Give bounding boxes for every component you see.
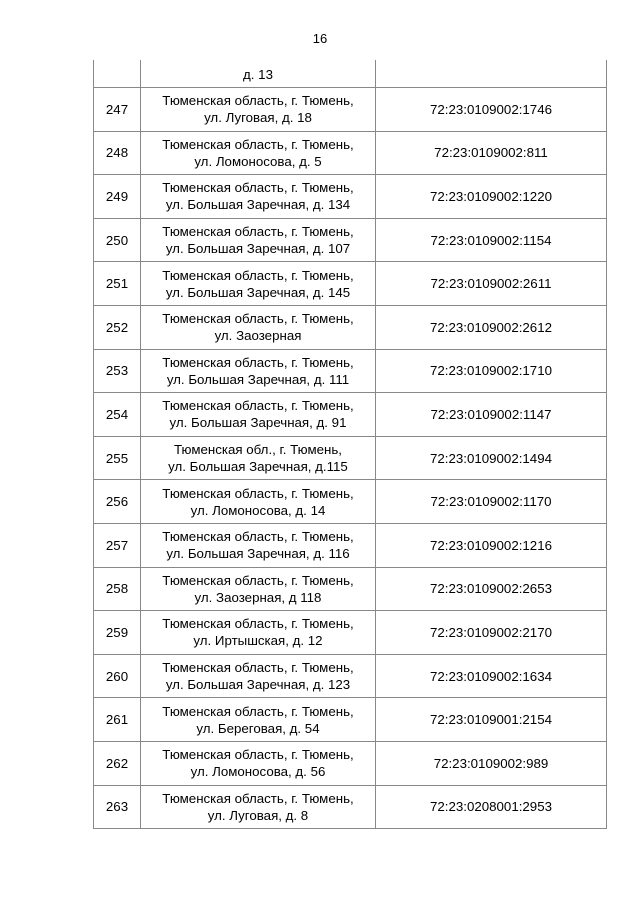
cadastral-number-cell: 72:23:0109002:1634 — [376, 654, 607, 698]
row-number-cell: 251 — [94, 262, 141, 306]
address-cell — [141, 60, 376, 88]
address-line-1: Тюменская область, г. Тюмень, — [162, 485, 354, 501]
cadastral-number-cell — [376, 60, 607, 88]
address-line-2: ул. Большая Заречная, д.115 — [168, 459, 348, 475]
cadastral-number-cell: 72:23:0109002:1170 — [376, 480, 607, 524]
registry-table — [93, 60, 607, 829]
address-line-2: ул. Большая Заречная, д. 123 — [165, 677, 351, 693]
page-number: 16 — [312, 31, 328, 46]
address-line-2: ул. Иртышская, д. 12 — [193, 633, 323, 649]
address-line-2: ул. Заозерная — [214, 328, 302, 344]
cadastral-number-cell: 72:23:0109002:2611 — [376, 262, 607, 306]
row-number-cell — [94, 60, 141, 88]
address-line-2: ул. Большая Заречная, д. 91 — [169, 415, 347, 431]
row-number-cell: 257 — [94, 523, 141, 567]
address-line-2: ул. Ломоносова, д. 56 — [190, 764, 326, 780]
address-line-1: Тюменская область, г. Тюмень, — [162, 660, 354, 676]
cadastral-number-cell: 72:23:0208001:2953 — [376, 785, 607, 829]
address-line-1: Тюменская область, г. Тюмень, — [162, 180, 354, 196]
address-line-2: ул. Большая Заречная, д. 134 — [165, 197, 351, 213]
cadastral-number-cell: 72:23:0109002:1710 — [376, 349, 607, 393]
table-row — [94, 218, 607, 262]
table-row — [94, 349, 607, 393]
address-cell — [141, 262, 376, 306]
address-line-1: Тюменская область, г. Тюмень, — [162, 572, 354, 588]
address-cell — [141, 698, 376, 742]
address-line-2: ул. Большая Заречная, д. 116 — [166, 546, 350, 562]
address-line-1: Тюменская область, г. Тюмень, — [162, 354, 354, 370]
cadastral-number-cell: 72:23:0109002:1220 — [376, 175, 607, 219]
address-cell — [141, 785, 376, 829]
cadastral-number-cell: 72:23:0109002:1494 — [376, 436, 607, 480]
address-cell — [141, 741, 376, 785]
cadastral-number-cell: 72:23:0109002:1216 — [376, 523, 607, 567]
address-cell — [141, 567, 376, 611]
address-line-1: Тюменская область, г. Тюмень, — [162, 136, 354, 152]
address-cell — [141, 305, 376, 349]
table-row — [94, 698, 607, 742]
row-number-cell: 255 — [94, 436, 141, 480]
cadastral-number-cell: 72:23:0109002:1147 — [376, 393, 607, 437]
address-line-1: Тюменская область, г. Тюмень, — [162, 93, 354, 109]
table-row — [94, 305, 607, 349]
registry-body — [94, 60, 607, 829]
address-line-2: ул. Луговая, д. 8 — [207, 807, 309, 823]
address-line-2: ул. Заозерная, д 118 — [194, 589, 322, 605]
row-number-cell: 252 — [94, 305, 141, 349]
row-number-cell: 260 — [94, 654, 141, 698]
address-cell — [141, 88, 376, 132]
address-cell — [141, 393, 376, 437]
address-cell — [141, 654, 376, 698]
address-line-1: Тюменская область, г. Тюмень, — [162, 398, 354, 414]
row-number-cell: 249 — [94, 175, 141, 219]
table-row — [94, 523, 607, 567]
row-number-cell: 263 — [94, 785, 141, 829]
address-line-1: Тюменская область, г. Тюмень, — [162, 529, 354, 545]
cadastral-number-cell: 72:23:0109002:2653 — [376, 567, 607, 611]
row-number-cell: 261 — [94, 698, 141, 742]
cadastral-number-cell: 72:23:0109002:2612 — [376, 305, 607, 349]
row-number-cell: 248 — [94, 131, 141, 175]
table-row — [94, 131, 607, 175]
address-line-2: ул. Большая Заречная, д. 111 — [166, 371, 350, 387]
address-line-1: Тюменская область, г. Тюмень, — [162, 703, 354, 719]
address-cell — [141, 436, 376, 480]
table-row — [94, 175, 607, 219]
address-cell — [141, 218, 376, 262]
address-line-1: Тюменская область, г. Тюмень, — [162, 790, 354, 806]
address-cell — [141, 349, 376, 393]
table-row — [94, 436, 607, 480]
row-number-cell: 259 — [94, 611, 141, 655]
row-number-cell: 250 — [94, 218, 141, 262]
row-number-cell: 262 — [94, 741, 141, 785]
cadastral-number-cell: 72:23:0109001:2154 — [376, 698, 607, 742]
table-row — [94, 611, 607, 655]
cadastral-number-cell: 72:23:0109002:1746 — [376, 88, 607, 132]
row-number-cell: 253 — [94, 349, 141, 393]
table-row — [94, 262, 607, 306]
table-row — [94, 654, 607, 698]
address-line-2: ул. Луговая, д. 18 — [204, 110, 312, 126]
address-line-2: ул. Ломоносова, д. 14 — [190, 502, 326, 518]
table-row — [94, 785, 607, 829]
address-line-2: ул. Большая Заречная, д. 107 — [165, 241, 351, 257]
address-cell — [141, 131, 376, 175]
address-cell — [141, 523, 376, 567]
address-line-2: ул. Ломоносова, д. 5 — [194, 153, 322, 169]
table-row-continuation — [94, 60, 607, 88]
address-line-2: ул. Большая Заречная, д. 145 — [165, 284, 351, 300]
address-line-1: Тюменская область, г. Тюмень, — [162, 747, 354, 763]
address-line-1: Тюменская область, г. Тюмень, — [162, 267, 354, 283]
cadastral-number-cell: 72:23:0109002:989 — [376, 741, 607, 785]
address-line-1: Тюменская обл., г. Тюмень, — [173, 442, 343, 458]
address-line-1: Тюменская область, г. Тюмень, — [162, 224, 354, 240]
address-line: д. 13 — [243, 67, 273, 82]
row-number-cell: 256 — [94, 480, 141, 524]
table-row — [94, 88, 607, 132]
address-cell — [141, 480, 376, 524]
cadastral-number-cell: 72:23:0109002:811 — [376, 131, 607, 175]
table-row — [94, 741, 607, 785]
address-line-1: Тюменская область, г. Тюмень, — [162, 311, 354, 327]
table-row — [94, 393, 607, 437]
address-cell — [141, 175, 376, 219]
cadastral-number-cell: 72:23:0109002:1154 — [376, 218, 607, 262]
cadastral-number-cell: 72:23:0109002:2170 — [376, 611, 607, 655]
address-line-1: Тюменская область, г. Тюмень, — [162, 616, 354, 632]
row-number-cell: 254 — [94, 393, 141, 437]
row-number-cell: 258 — [94, 567, 141, 611]
address-line-2: ул. Береговая, д. 54 — [196, 720, 320, 736]
address-cell — [141, 611, 376, 655]
table-row — [94, 567, 607, 611]
table-row — [94, 480, 607, 524]
row-number-cell: 247 — [94, 88, 141, 132]
